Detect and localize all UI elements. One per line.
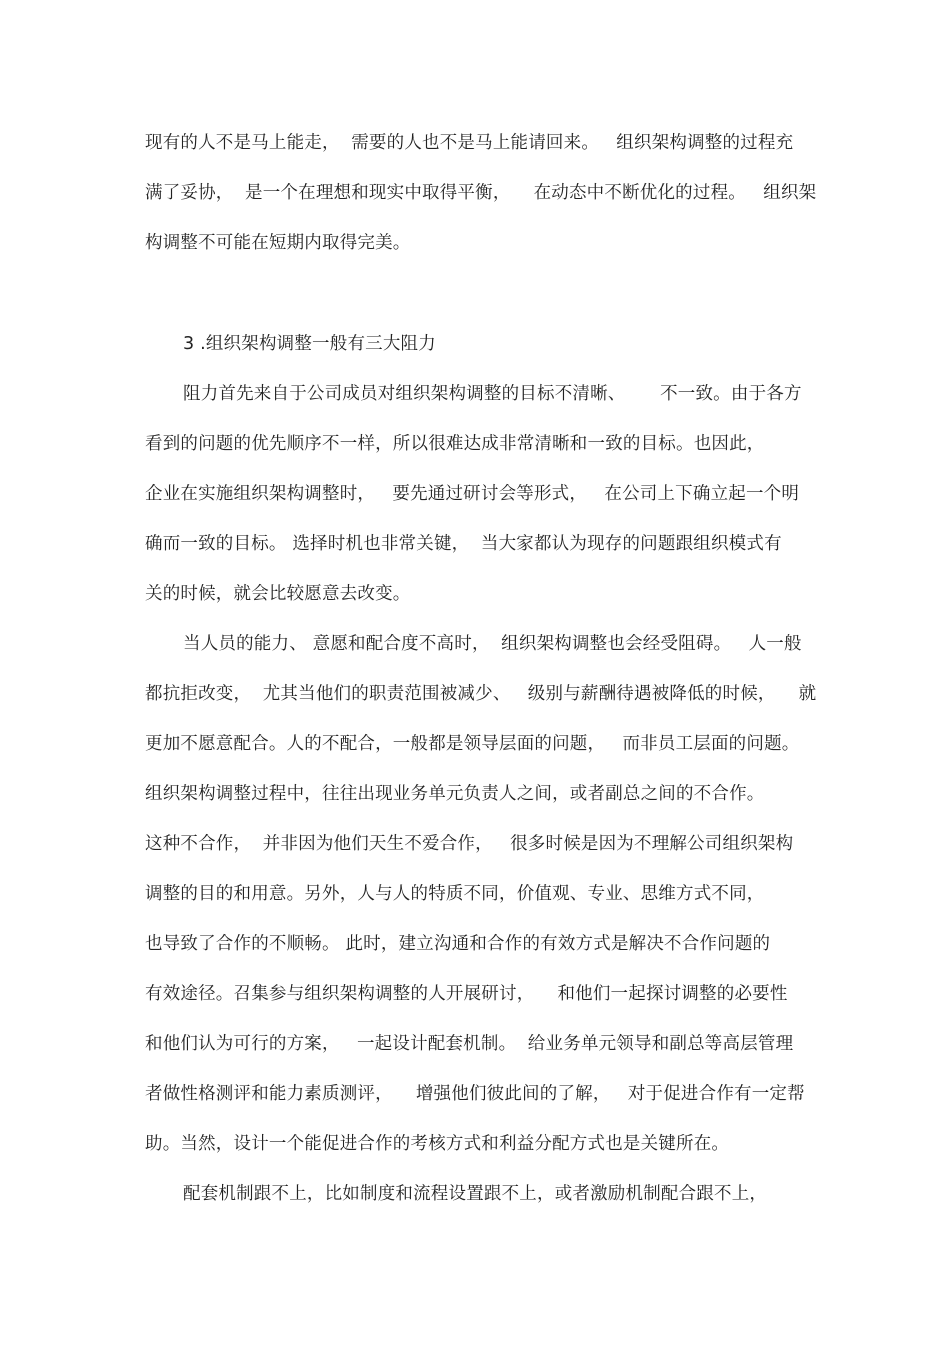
- text-line: 配套机制跟不上，比如制度和流程设置跟不上，或者激励机制配合跟不上，: [183, 1184, 768, 1204]
- text-line: 调整的目的和用意。另外，人与人的特质不同，价值观、专业、思维方式不同，: [145, 884, 765, 904]
- text-line: 都抗拒改变， 尤其当他们的职责范围被减少、 级别与薪酬待遇被降低的时候， 就: [145, 684, 817, 704]
- text-line: 这种不合作， 并非因为他们天生不爱合作， 很多时候是因为不理解公司组织架构: [145, 834, 794, 854]
- text-line: 看到的问题的优先顺序不一样，所以很难达成非常清晰和一致的目标。也因此，: [145, 434, 765, 454]
- section-heading: 3 .组织架构调整一般有三大阻力: [183, 334, 436, 354]
- text-line: 助。当然，设计一个能促进合作的考核方式和利益分配方式也是关键所在。: [145, 1134, 730, 1154]
- text-line: 满了妥协， 是一个在理想和现实中取得平衡， 在动态中不断优化的过程。 组织架: [145, 183, 817, 203]
- text-line: 更加不愿意配合。人的不配合，一般都是领导层面的问题， 而非员工层面的问题。: [145, 734, 800, 754]
- text-line: 和他们认为可行的方案， 一起设计配套机制。 给业务单元领导和副总等高层管理: [145, 1034, 794, 1054]
- text-line: 组织架构调整过程中，往往出现业务单元负责人之间，或者副总之间的不合作。: [145, 784, 765, 804]
- text-line: 现有的人不是马上能走， 需要的人也不是马上能请回来。 组织架构调整的过程充: [145, 133, 794, 153]
- text-line: 企业在实施组织架构调整时， 要先通过研讨会等形式， 在公司上下确立起一个明: [145, 484, 800, 504]
- text-line: 确而一致的目标。 选择时机也非常关键， 当大家都认为现存的问题跟组织模式有: [145, 534, 782, 554]
- text-line: 也导致了合作的不顺畅。 此时，建立沟通和合作的有效方式是解决不合作问题的: [145, 934, 771, 954]
- text-line: 构调整不可能在短期内取得完美。: [145, 233, 411, 253]
- text-line: 有效途径。召集参与组织架构调整的人开展研讨， 和他们一起探讨调整的必要性: [145, 984, 788, 1004]
- text-line: 关的时候，就会比较愿意去改变。: [145, 584, 411, 604]
- text-line: 者做性格测评和能力素质测评， 增强他们彼此间的了解， 对于促进合作有一定帮: [145, 1084, 805, 1104]
- text-line: 当人员的能力、 意愿和配合度不高时， 组织架构调整也会经受阻碍。 人一般: [183, 634, 802, 654]
- text-line: 阻力首先来自于公司成员对组织架构调整的目标不清晰、 不一致。由于各方: [183, 384, 802, 404]
